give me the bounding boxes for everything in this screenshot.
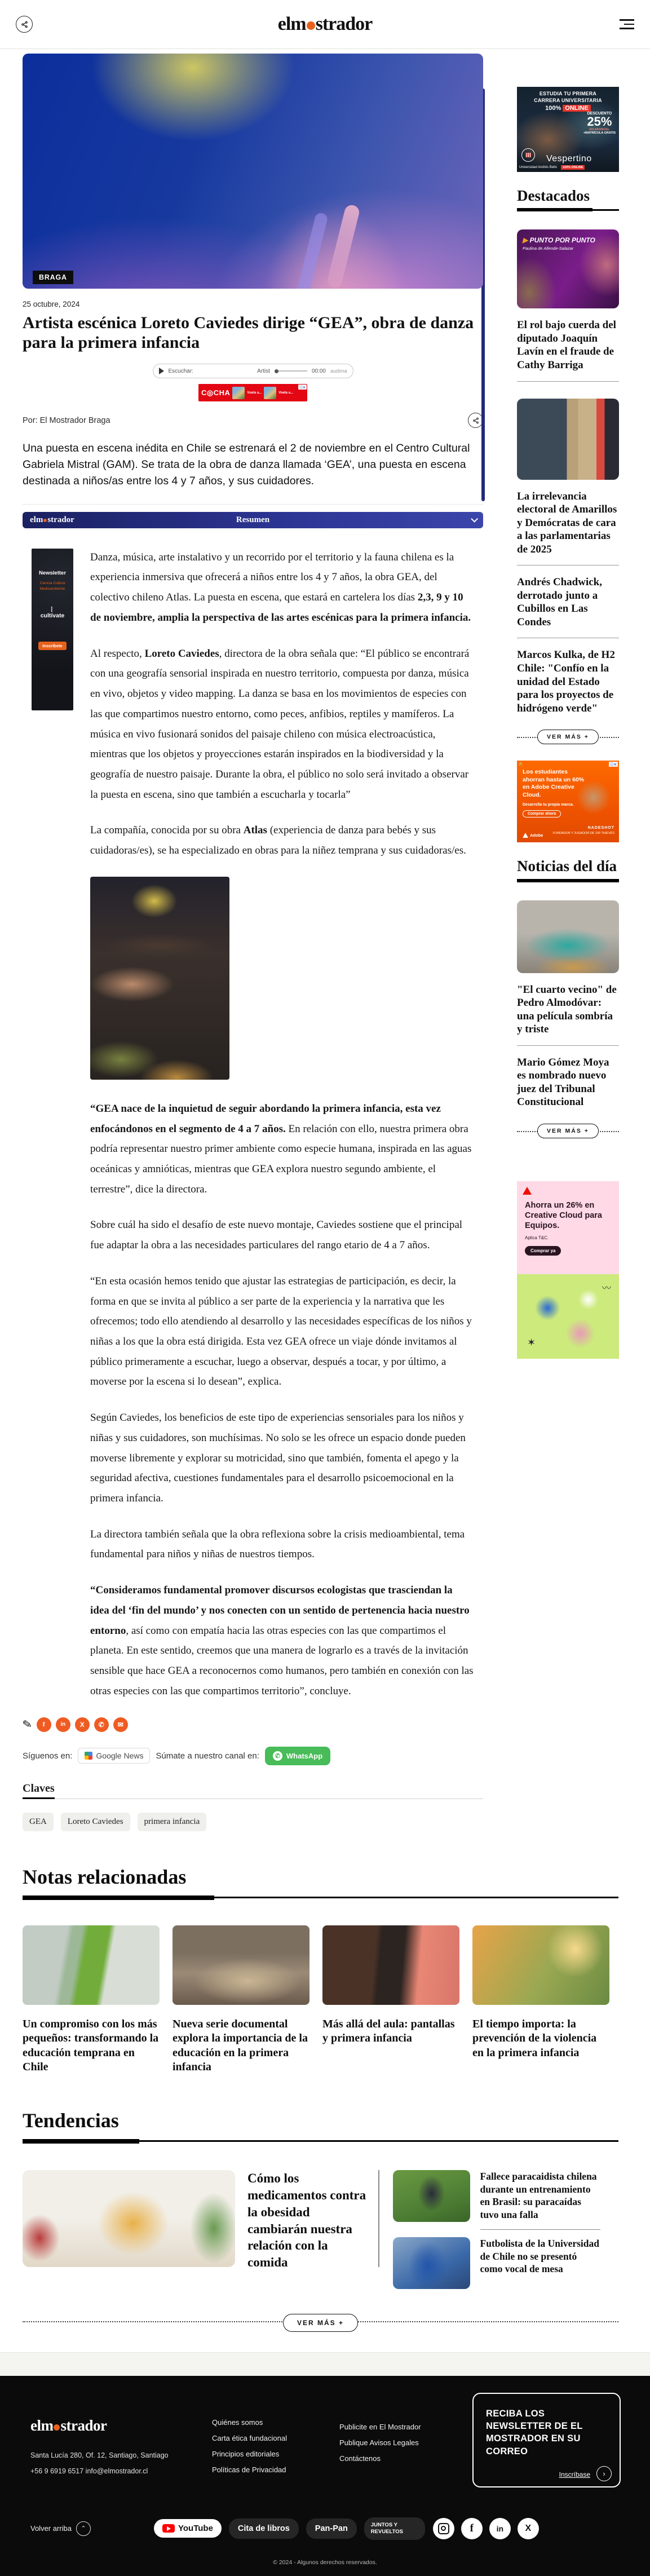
audio-progress[interactable] xyxy=(275,370,307,372)
footer-link[interactable]: Carta ética fundacional xyxy=(212,2433,287,2442)
destacados-heading: Destacados xyxy=(517,187,590,204)
noticias-item-title[interactable]: Mario Gómez Moya es nombrado nuevo juez del Tribunal Constitucional xyxy=(517,1056,609,1108)
related-heading: Notas relacionadas xyxy=(23,1865,187,1888)
follow-label: Síguenos en: xyxy=(23,1751,73,1761)
destacados-rule xyxy=(517,208,619,213)
adchoices-icon[interactable]: ⓘ✕ xyxy=(610,763,617,767)
sidebar xyxy=(517,54,619,1831)
footer-address: Santa Lucía 280, Of. 12, Santiago, Santiago xyxy=(30,2451,169,2459)
google-news-icon xyxy=(85,1752,92,1760)
noticias-image-1[interactable] xyxy=(517,900,619,973)
tag-loreto-caviedes[interactable]: Loreto Caviedes xyxy=(61,1813,130,1831)
audio-player[interactable] xyxy=(153,364,353,378)
article-body xyxy=(90,547,474,861)
audio-provider: audima xyxy=(330,368,347,374)
claves-heading: Claves xyxy=(23,1782,55,1799)
tendencias-item[interactable]: Futbolista de la Universidad de Chile no se presentó como vocal de mesa xyxy=(393,2237,600,2289)
destacados-item-title[interactable]: La irrelevancia electoral de Amarillos y Demócratas de cara a las parlamentarias de 2025 xyxy=(517,490,617,555)
instagram-icon[interactable] xyxy=(433,2518,454,2539)
newsletter-box xyxy=(472,2393,621,2487)
tendencias-thumb xyxy=(393,2237,470,2289)
facebook-icon[interactable] xyxy=(461,2518,483,2539)
cocha-thumb-1 xyxy=(232,387,245,399)
paragraph: “GEA nace de la inquietud de seguir abordando la primera infancia, esta vez enfocándonos en el segmento de 4 a 7 años. En relación con ello, nuestra primera obra podría representar nuestro primer ambiente como especie humana, inspirada en las aguas oceánicas y amnióticas, mientras que GEA explora nuestro segundo ambiente, el terrestre”, dice la directora. xyxy=(90,1102,472,1195)
comprar-ya-button[interactable]: Comprar ya xyxy=(525,1246,561,1256)
audio-listen-label: Escuchar: xyxy=(168,368,193,374)
youtube-icon xyxy=(162,2524,175,2533)
cocha-thumb-2 xyxy=(264,387,276,399)
paragraph: “En esta ocasión hemos tenido que ajustar las estrategias de participación, es decir, la forma en que se invita al público a ser parte de la experiencia y la narrativa que les ofrecemos; todo ello atendiendo al desarrollo y las necesidades específicas de los niños y niñas a los que la obra está dirigida. Esta vez GEA ofrece un viaje dónde invitamos al público primeramente a escuchar, luego a observar, después a tocar, y por último, a moverse por la escena si lo desean”, explica. xyxy=(90,1275,472,1388)
noticias-ver-mas-button[interactable]: VER MÁS + xyxy=(537,1124,599,1138)
footer-links-2 xyxy=(339,2394,475,2481)
resumen-logo: elm strador xyxy=(30,515,74,524)
facebook-share-icon[interactable] xyxy=(37,1717,51,1732)
cocha-ad-banner[interactable]: C◎CHA Vuela a... Vuela a... ⓘ✕ xyxy=(198,384,307,401)
tendencias-item[interactable]: Fallece paracaidista chilena durante un entrenamiento en Brasil: su paracaídas tuvo una falla xyxy=(393,2170,600,2222)
site-logo[interactable]: elm strador xyxy=(277,14,373,34)
ad-illustration xyxy=(517,1274,619,1359)
related-card[interactable]: Más allá del aula: pantallas y primera infancia xyxy=(322,1925,459,2075)
paragraph: “Consideramos fundamental promover discursos ecologistas que trasciendan la idea del ‘fin del mundo’ y nos conecten con un sentido de pertenencia hacia nuestro entorno, así como con empatía hacia las otras especies con las que compartimos el planeta. En este sentido, creemos que una manera de lograrlo es a través de la invitación sensible que hace GEA a reconocernos como humanos, pero también en conexión con las otras especies con las que compartimos territorio”, concluye. xyxy=(90,1584,474,1697)
tendencias-section xyxy=(23,2109,636,2331)
footer-link[interactable]: Políticas de Privacidad xyxy=(212,2465,286,2474)
tendencias-thumb xyxy=(393,2170,470,2222)
related-image xyxy=(322,1925,459,2005)
pre-footer-band xyxy=(0,2352,650,2376)
adchoices-icon[interactable]: ⓘ✕ xyxy=(298,385,307,390)
site-footer xyxy=(0,2376,650,2576)
x-icon[interactable] xyxy=(518,2518,539,2539)
destacados-image-2[interactable] xyxy=(517,399,619,480)
site-header xyxy=(0,0,650,49)
paragraph: La directora también señala que la obra reflexiona sobre la crisis medioambiental, tema fundamental para niños y niñas de nuestros tiempos. xyxy=(90,1528,465,1561)
adobe-teams-ad[interactable]: Ahorra un 26% en Creative Cloud para Equipos. Aplica T&C. Comprar ya ✶ 〰 xyxy=(517,1181,619,1359)
article-body-2 xyxy=(90,1099,474,1702)
tendencias-heading: Tendencias xyxy=(23,2109,119,2132)
article-title: Artista escénica Loreto Caviedes dirige “GEA”, obra de danza para la primera infancia xyxy=(23,313,474,352)
article-inline-image xyxy=(90,877,229,1080)
adobe-students-ad[interactable]: 🔒 ⓘ✕ Los estudiantes ahorran hasta un 60% en Adobe Creative Cloud. Desarrolla tu propia marca. Comprar ahora NADESHOT FUNDADOR Y JUGADOR DE 100 THIEVES Adobe xyxy=(517,761,619,842)
footer-link[interactable]: Publique Avisos Legales xyxy=(339,2438,419,2447)
footer-links-1 xyxy=(212,2394,339,2481)
audio-time: 00:00 xyxy=(311,368,326,374)
category-badge[interactable]: BRAGA xyxy=(33,271,73,284)
related-card[interactable]: Nueva serie documental explora la importancia de la educación en la primera infancia xyxy=(173,1925,309,2075)
footer-logo[interactable]: elm strador xyxy=(30,2416,107,2434)
newsletter-title: RECIBA LOS NEWSLETTER DE EL MOSTRADOR EN SU CORREO xyxy=(486,2408,583,2456)
footer-link[interactable]: Contáctenos xyxy=(339,2454,381,2463)
email-share-icon[interactable] xyxy=(113,1717,128,1732)
destacados-item-title[interactable]: El rol bajo cuerda del diputado Joaquín Lavín en el fraude de Cathy Barriga xyxy=(517,319,616,371)
comprar-ahora-button[interactable]: Comprar ahora xyxy=(523,810,561,818)
hero-image xyxy=(23,54,483,289)
tendencias-rule xyxy=(23,2139,618,2144)
related-image xyxy=(472,1925,609,2005)
byline: Por: El Mostrador Braga xyxy=(23,416,110,425)
adobe-logo: Adobe xyxy=(523,833,543,838)
whatsapp-share-icon[interactable] xyxy=(94,1717,109,1732)
related-card[interactable]: El tiempo importa: la prevención de la violencia en la primera infancia xyxy=(472,1925,609,2075)
tag-primera-infancia[interactable]: primera infancia xyxy=(138,1813,207,1831)
tag-gea[interactable]: GEA xyxy=(23,1813,54,1831)
pan-pan-button[interactable]: Pan-Pan xyxy=(306,2518,357,2539)
noticias-rule xyxy=(517,879,619,883)
article-date: 25 octubre, 2024 xyxy=(23,300,80,308)
article xyxy=(23,54,483,1831)
related-rule xyxy=(23,1895,618,1901)
footer-contact: +56 9 6919 6517 info@elmostrador.cl xyxy=(30,2467,148,2475)
paragraph: Al respecto, Loreto Caviedes, directora de la obra señala que: “El público se encontrará con una geografía sensorial inspirada en nuestro territorio, compuesta por danza, música en vivo, objetos y video mapping. La danza se basa en los movimientos de especies con las que compartimos nuestro entorno, como peces, anfibios, reptiles y mamíferos. La música en vivo fusionará sonidos del paisaje chileno con música electroacústica, mientras que los objetos y proyecciones estarán inspirados en la biodiversidad y la geografía de nuestro paisaje. Durante la obra, el público no solo será invitado a observar la puesta en escena, sino que también a escucharla y tocarla” xyxy=(90,647,470,801)
paragraph: La compañía, conocida por su obra Atlas (experiencia de danza para bebés y sus cuidadoras/es), se ha especializado en obras para la niñez temprana y sus cuidadoras/es. xyxy=(90,824,466,857)
whatsapp-icon xyxy=(273,1751,282,1761)
google-news-button[interactable]: Google News xyxy=(78,1748,150,1764)
adobe-logo xyxy=(523,1187,532,1195)
related-image xyxy=(173,1925,309,2005)
juntos-y-revueltos-button[interactable]: JUNTOS Y REVUELTOS xyxy=(364,2517,425,2540)
paragraph: Según Caviedes, los beneficios de este tipo de experiencias sensoriales para los niños y niñas y sus cuidadores, son muchísimas. No solo se les ofrece un espacio donde pueden moverse libremente y explorar su motricidad, sino que también, fomenta el apego y la seguridad afectiva, cuestiones fundamentales para el desarrollo psicoemocional en la primera infancia. xyxy=(90,1412,466,1505)
footer-link[interactable]: Quiénes somos xyxy=(212,2418,263,2427)
whatsapp-channel-button[interactable]: ✆ WhatsApp xyxy=(265,1747,330,1765)
youtube-button[interactable]: YouTube xyxy=(154,2519,222,2538)
article-intro: Una puesta en escena inédita en Chile se estrenará el 2 de noviembre en el Centro Cultural Gabriela Mistral (GAM). Se trata de la obra de danza llamada ‘GEA’, una puesta en escena destinada a niños/as entre los 4 y 7 años, y sus cuidadores. xyxy=(23,442,470,487)
edit-icon[interactable]: ✎ xyxy=(21,1717,33,1732)
copyright: © 2024 - Algunos derechos reservados. xyxy=(273,2559,377,2566)
ad-lock-icon: 🔒 xyxy=(518,762,523,767)
destacados-item-title[interactable]: Andrés Chadwick, derrotado junto a Cubillos en Las Condes xyxy=(517,576,602,628)
inscribase-link[interactable]: Inscríbase xyxy=(559,2470,590,2478)
paragraph: Sobre cuál ha sido el desafío de este nuevo montaje, Caviedes sostiene que el principal fue adaptar la obra a las necesidades particulares del rango etario de 4 a 7 años. xyxy=(90,1219,463,1252)
linkedin-icon[interactable] xyxy=(489,2518,511,2539)
arrow-up-icon: ⌃ xyxy=(76,2521,91,2536)
article-share-icon[interactable] xyxy=(468,413,483,428)
x-share-icon[interactable] xyxy=(75,1717,90,1732)
vertical-divider xyxy=(378,2170,379,2267)
destacados-image-1[interactable]: ▶ PUNTO POR PUNTO Paulina de Allende-Salazar xyxy=(517,229,619,308)
destacados-item-title[interactable]: Marcos Kulka, de H2 Chile: "Confío en la unidad del Estado para los proyectos de hidrógeno verde" xyxy=(517,649,615,714)
paragraph: Danza, música, arte instalativo y un recorrido por el territorio y la fauna chilena es la experiencia inmersiva que ofrecerá a niños entre los 4 y 7 años, la obra GEA, del colectivo chileno Atlas. La puesta en escena, que estará en cartelera los días 2,3, 9 y 10 de noviembre, amplia la perspectiva de las artes escénicas para la primera infancia. xyxy=(90,551,471,624)
tendencias-main-title[interactable]: Cómo los medicamentos contra la obesidad cambiarán nuestra relación con la comida xyxy=(247,2171,366,2270)
cocha-logo: C◎CHA xyxy=(201,388,231,397)
footer-link[interactable]: Publicite en El Mostrador xyxy=(339,2422,421,2431)
cita-de-libros-button[interactable]: Cita de libros xyxy=(229,2518,299,2539)
newsletter-skyscraper-ad[interactable]: Newsletter Ciencia Cultura Medioambiente ⡇ cultívate Inscríbete xyxy=(32,549,73,710)
menu-icon[interactable] xyxy=(620,16,634,32)
unab-ad[interactable]: ESTUDIA TU PRIMERA CARRERA UNIVERSITARIA 100% ONLINE DESCUENTO 25% EN ARANCEL +MATRÍCULA GRATIS Universidad Andrés Bello Vespertino 100% ONLINE xyxy=(517,87,619,172)
unab-logo xyxy=(521,148,535,162)
back-to-top[interactable]: Volver arriba ⌃ xyxy=(30,2521,91,2536)
channel-label: Súmate a nuestro canal en: xyxy=(156,1751,259,1761)
related-card[interactable]: Un compromiso con los más pequeños: transformando la educación temprana en Chile xyxy=(23,1925,160,2075)
tendencias-ver-mas-button[interactable]: VER MÁS + xyxy=(283,2314,358,2332)
footer-link[interactable]: Principios editoriales xyxy=(212,2449,280,2458)
audio-artist: Artist xyxy=(257,368,270,374)
destacados-ver-mas-button[interactable]: VER MÁS + xyxy=(537,730,599,744)
cultivate-logo: ⡇ cultívate xyxy=(41,606,65,619)
inscribete-button[interactable]: Inscríbete xyxy=(38,642,66,650)
linkedin-share-icon[interactable] xyxy=(56,1717,70,1732)
noticias-heading: Noticias del día xyxy=(517,858,617,875)
related-section xyxy=(23,1865,636,2075)
play-icon[interactable] xyxy=(159,368,164,374)
arrow-right-icon[interactable]: › xyxy=(596,2466,612,2481)
noticias-item-title[interactable]: "El cuarto vecino" de Pedro Almodóvar: una película sombría y triste xyxy=(517,983,617,1036)
resumen-bar[interactable] xyxy=(23,512,483,528)
logo-dot-icon xyxy=(307,21,315,30)
resumen-label: Resumen xyxy=(236,515,270,524)
related-image xyxy=(23,1925,160,2005)
tendencias-main-image[interactable] xyxy=(23,2170,235,2267)
page-content xyxy=(0,49,650,2331)
